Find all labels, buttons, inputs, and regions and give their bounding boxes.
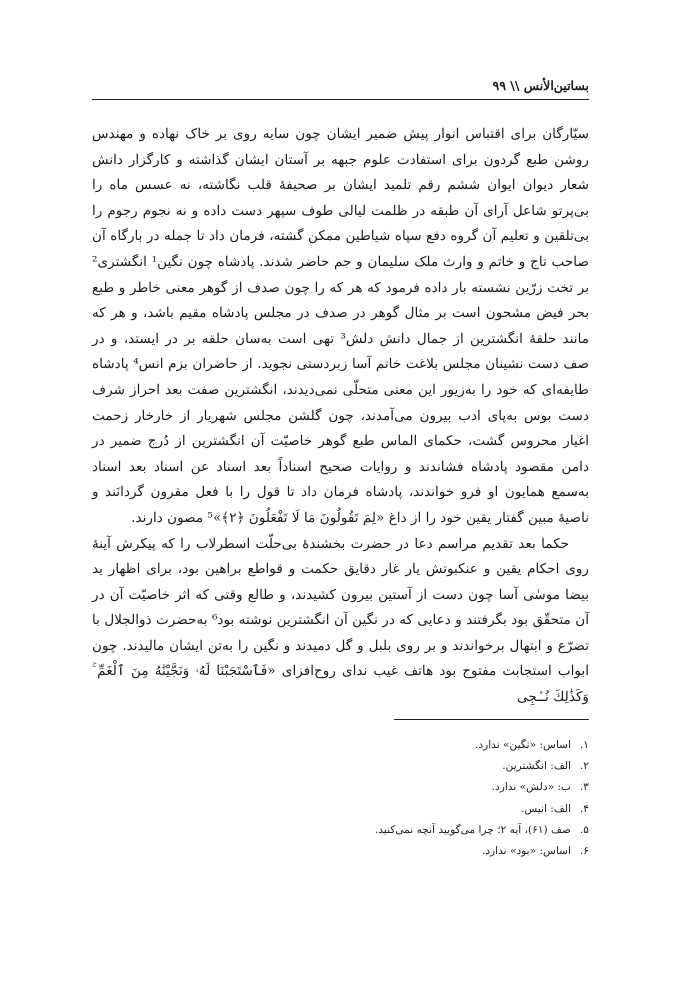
footnote-rule	[394, 719, 589, 720]
footnote-text: اساس: «نگین» ندارد.	[475, 739, 571, 751]
paragraph-2: حکما بعد تقدیم مراسم دعا در حضرت بخشندهٔ بی‌حلّت اسطرلاب را که پیکرش آینهٔ روی احکام یقین و عنکبوتش یار غار دقایق حکمت و قواطع براهین بود، برای اظهار ید بیضا موسٰی آسا چون دست از آستین بیرون کشیدند، و طالع وقتی که اثر خاصیّت آن در آن متحقّق بود بگرفتند و دعایی که در نگین آن انگشترین نوشته بود⁶ به‌حضرت ذوالجلال با تضرّع و ابتهال برخواندند و بر روی بلبل و گل دمیدند و نگین را به‌تن ایشان مالیدند. چون ابواب استجابت مفتوح بود هاتف غیب ندای روح‌افزای «فَٱسْتَجَبْنَا لَهُۥ وَنَجَّيْنَٰهُ مِنَ ٱلْغَمِّ ۚ وَكَذَٰلِكَ نُـۨجِى	[92, 535, 589, 706]
footnote	[92, 799, 589, 820]
footnote	[92, 777, 589, 798]
footnote-text: ب: «دلش» ندارد.	[491, 781, 571, 794]
footnote-number: ۵.	[579, 823, 589, 836]
footnote-number: ۶.	[579, 845, 589, 858]
footnote	[92, 820, 589, 841]
running-head: بساتین‌الأنس \\ ۹۹	[492, 78, 589, 93]
footnote-number: ۳.	[579, 781, 589, 794]
footnote	[92, 756, 589, 777]
footnote-number: ۴.	[579, 802, 589, 815]
paragraph-1: سیّارگان برای اقتباس انوار پیش ضمیر ایشان چون سایه روی بر خاک نهاده و مهندس روشن طبع گردون برای استفادت علوم جبهه بر آستان ایشان گذاشته و کارگزار دانش شعار دیوان ایوان ششم رقم تلمید ایشان بر صحیفهٔ قلب نگاشته، نه عسس ماه را بی‌پرتو شاعل آرای آن طبقه در ظلمت لیالی طوف سپهر دست داده و نه نجوم رجوم را بی‌تلقین و تعلیم آن گروه دفع سپاه شیاطین ممکن گشته، فرمان داد تا جمله در بارگاه آن صاحب تاج و خاتم و وارث ملک سلیمان و جم حاضر شدند. پادشاه چون نگین¹ انگشتری² بر تخت زرّین نشسته بار داده فرمود که هر که را چون صدف از گوهر معنی خاطر و طبع بحر فیض مشحون است بر مثال گوهر در صدف در مجلس پادشاه مقیم باشد، و هر که مانند حلقهٔ انگشترین از جمال دانش دلش³ تهی است به‌سان حلقه بر در ایستد، و در صف دست نشینان مجلس بلاغت خاتم آسا زبردستی نجوید. از حاضران بزم انس⁴ پادشاه طایفه‌ای که خود را به‌زیور این معنی متحلّی نمی‌دیدند، انگشترین صفت بعد احراز شرف دست بوس به‌پای ادب بیرون می‌آمدند، چون گلشن مجلس شهریار از خارخار زحمت اغیار محروس گشت، حکمای الماس طبع گوهر خاصیّت آن انگشترین از دُرج ضمیر در دامن مقصود پادشاه فشاندند و روایات صحیح اسناداً بعد اسناد عن اسناد بعد اسناد به‌سمع همایون او فرو خواندند، پادشاه فرمان داد تا قول را با فعل مقرون گردانَند و ناصیهٔ مبین گفتار یقین خود را از داغ «لِمَ تَقُولُونَ مَا لَا تَفْعَلُونَ ﴿٢﴾»⁵ مصون دارند.	[92, 126, 589, 526]
footnotes	[92, 735, 589, 862]
header-rule	[92, 99, 589, 100]
footnote	[92, 735, 589, 756]
footnote-text: الف: انیس.	[520, 802, 571, 815]
main-text	[92, 122, 589, 711]
footnote-number: ۱.	[579, 739, 589, 751]
footnote-number: ۲.	[579, 760, 589, 773]
footnote	[92, 841, 589, 862]
footnote-text: صف (۶۱)، آیه ۲؛ چرا می‌گویید آنچه نمی‌کنید.	[374, 823, 571, 836]
footnote-text: الف: انگشترین.	[502, 760, 571, 773]
footnote-text: اساس: «بود» ندارد.	[481, 845, 571, 858]
